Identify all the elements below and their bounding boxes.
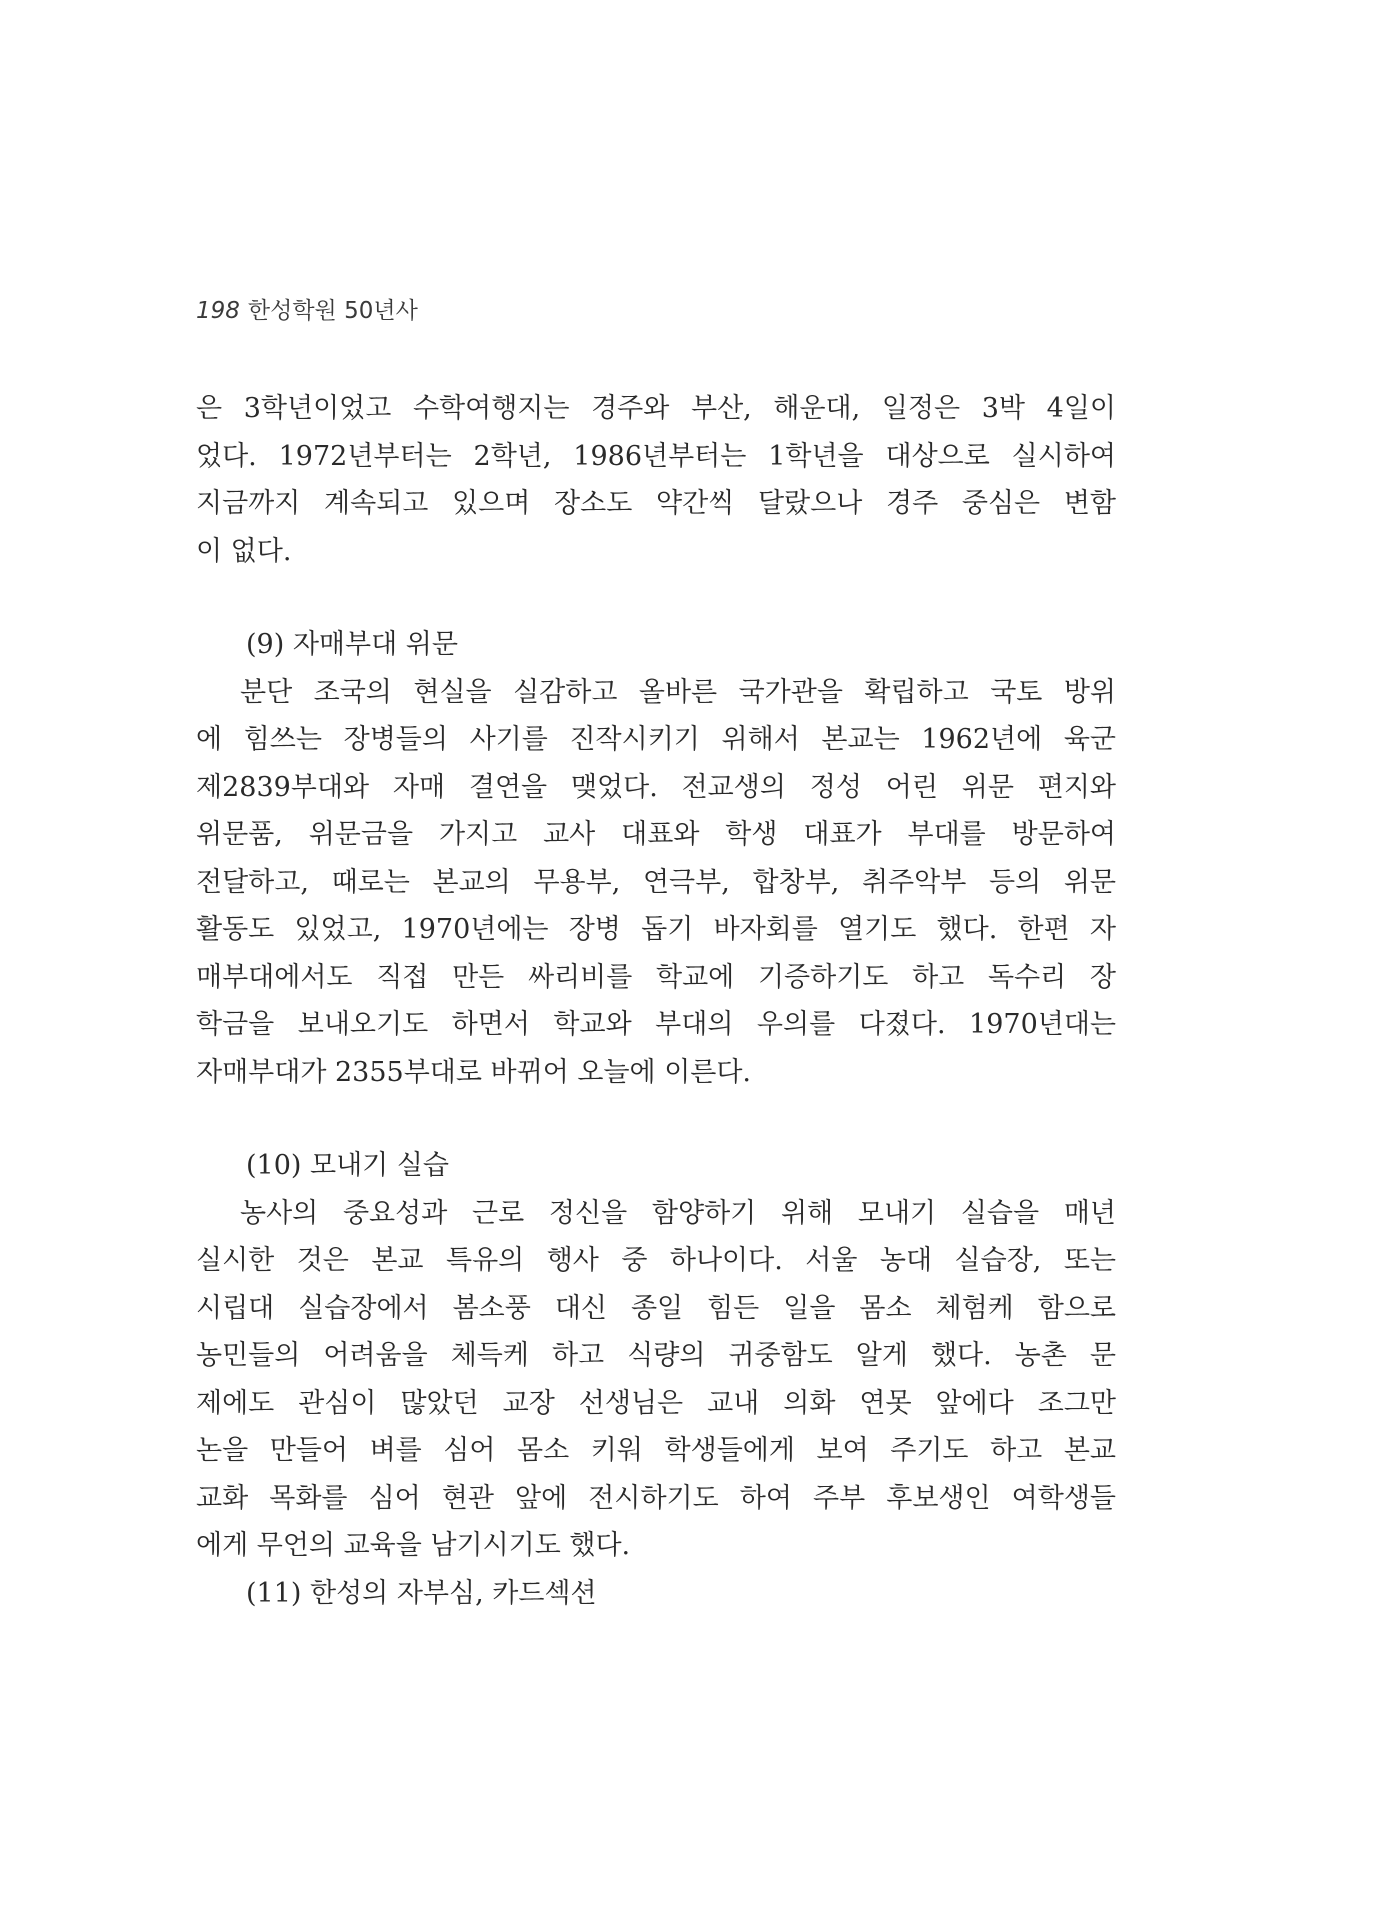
text-line: 활동도 있었고, 1970년에는 장병 돕기 바자회를 열기도 했다. 한편 자 <box>196 914 1116 945</box>
paragraph-continuation <box>196 385 1116 575</box>
running-header <box>196 292 418 325</box>
section-heading: (11) 한성의 자부심, 카드섹션 <box>246 1577 597 1609</box>
text-line: 에게 무언의 교육을 남기시기도 했다. <box>196 1530 631 1561</box>
text-line: 전달하고, 때로는 본교의 무용부, 연극부, 합창부, 취주악부 등의 위문 <box>196 866 1116 898</box>
text-line: 은 3학년이었고 수학여행지는 경주와 부산, 해운대, 일정은 3박 4일이 <box>196 393 1116 424</box>
section-sister-unit <box>196 621 1116 1096</box>
text-line: 자매부대가 2355부대로 바뀌어 오늘에 이른다. <box>196 1056 752 1088</box>
text-line: 매부대에서도 직접 만든 싸리비를 학교에 기증하기도 하고 독수리 장 <box>196 961 1116 993</box>
text-line: 교화 목화를 심어 현관 앞에 전시하기도 하여 주부 후보생인 여학생들 <box>196 1482 1116 1514</box>
text-line: 학금을 보내오기도 하면서 학교와 부대의 우의를 다졌다. 1970년대는 <box>196 1009 1116 1040</box>
text-line: 분단 조국의 현실을 실감하고 올바른 국가관을 확립하고 국토 방위 <box>240 676 1116 708</box>
section-heading: (9) 자매부대 위문 <box>246 629 458 660</box>
text-line: 시립대 실습장에서 봄소풍 대신 종일 힘든 일을 몸소 체험케 함으로 <box>196 1292 1116 1324</box>
text-line: 에 힘쓰는 장병들의 사기를 진작시키기 위해서 본교는 1962년에 육군 <box>196 724 1116 755</box>
text-line: 지금까지 계속되고 있으며 장소도 약간씩 달랐으나 경주 중심은 변함 <box>196 488 1116 519</box>
page-number: 198 <box>196 298 240 324</box>
text-line: 었다. 1972년부터는 2학년, 1986년부터는 1학년을 대상으로 실시하여 <box>196 440 1116 472</box>
text-line: 농민들의 어려움을 체득케 하고 식량의 귀중함도 알게 했다. 농촌 문 <box>196 1340 1116 1371</box>
section-rice-planting <box>196 1142 1116 1617</box>
text-line: 농사의 중요성과 근로 정신을 함양하기 위해 모내기 실습을 매년 <box>240 1197 1116 1229</box>
text-line: 제2839부대와 자매 결연을 맺었다. 전교생의 정성 어린 위문 편지와 <box>196 771 1116 803</box>
text-line: 위문품, 위문금을 가지고 교사 대표와 학생 대표가 부대를 방문하여 <box>196 819 1116 850</box>
text-line: 이 없다. <box>196 535 292 567</box>
text-line: 제에도 관심이 많았던 교장 선생님은 교내 의화 연못 앞에다 조그만 <box>196 1387 1116 1419</box>
book-title: 한성학원 50년사 <box>247 298 418 324</box>
text-line: 실시한 것은 본교 특유의 행사 중 하나이다. 서울 농대 실습장, 또는 <box>196 1245 1116 1276</box>
text-line: 논을 만들어 벼를 심어 몸소 키워 학생들에게 보여 주기도 하고 본교 <box>196 1435 1116 1466</box>
section-heading: (10) 모내기 실습 <box>246 1150 449 1181</box>
